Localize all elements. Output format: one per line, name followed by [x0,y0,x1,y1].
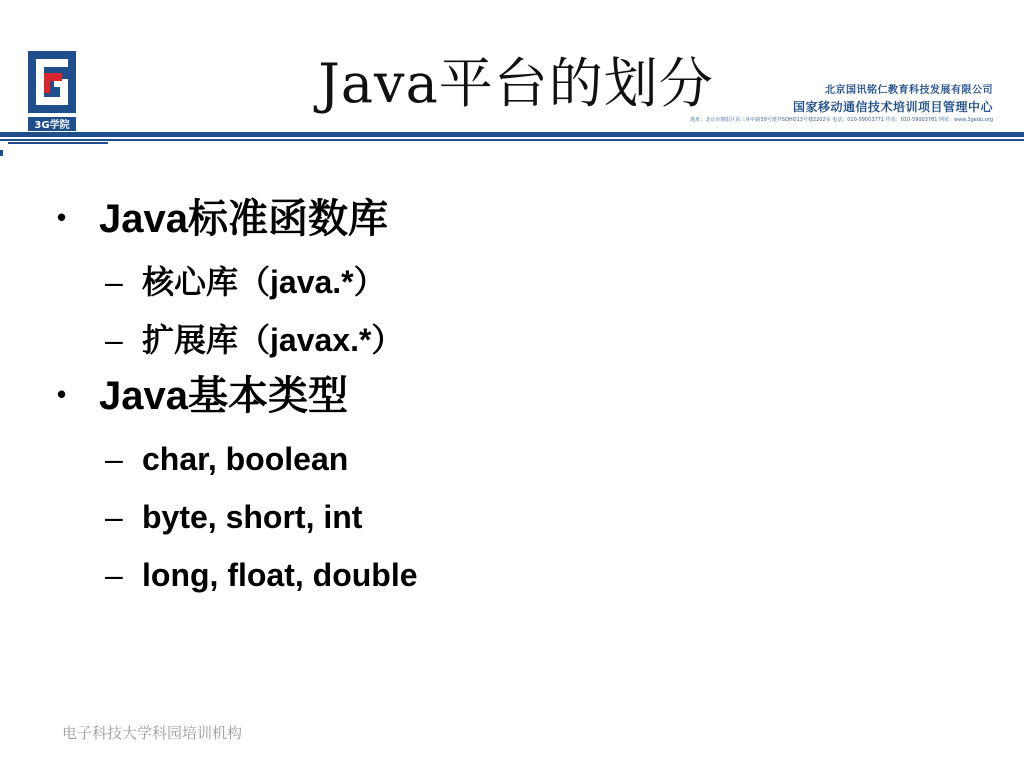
sub-bullet-item [55,311,418,369]
dash-marker: – [105,322,123,358]
header-rule-thin [0,139,1024,141]
sub-bullet-text: char, boolean [142,441,349,477]
slide-body [55,192,418,604]
sub-bullet-text: 扩展库（javax.*） [142,322,404,358]
dash-marker: – [105,264,123,300]
sub-bullet-item [55,546,418,604]
header-rule [0,132,1024,137]
dash-marker: – [105,441,123,477]
company-info [690,84,993,124]
edge-mark [0,150,3,156]
sub-bullet-text: long, float, double [142,557,418,593]
footer-text: 电子科技大学科园培训机构 [62,724,243,742]
slide-title: Java平台的划分 [318,52,714,115]
bullet-text: Java基本类型 [99,374,348,418]
sub-bullet-item [55,430,418,488]
dash-marker: – [105,499,123,535]
dash-marker: – [105,557,123,593]
contact-line: 地址：北京市朝阳区东三环中路39号建外SOHO13号楼2202室 电话：010-59003771 传真：010-59003781 网址：www.3gedu.org [690,117,993,123]
sub-bullet-text: byte, short, int [142,499,363,535]
sub-bullet-item [55,488,418,546]
company-name: 北京国讯铭仁教育科技发展有限公司 [825,85,993,96]
bullet-item [55,369,418,427]
bullet-text: Java标准函数库 [99,197,388,241]
center-name: 国家移动通信技术培训项目管理中心 [792,100,993,114]
bullet-marker: • [57,202,67,232]
logo-text: 3G学院 [34,120,70,131]
bullet-item [55,192,418,250]
sub-bullet-item [55,253,418,311]
header-rule-accent [8,142,108,144]
sub-bullet-text: 核心库（java.*） [142,264,386,300]
bullet-marker: • [57,379,67,409]
